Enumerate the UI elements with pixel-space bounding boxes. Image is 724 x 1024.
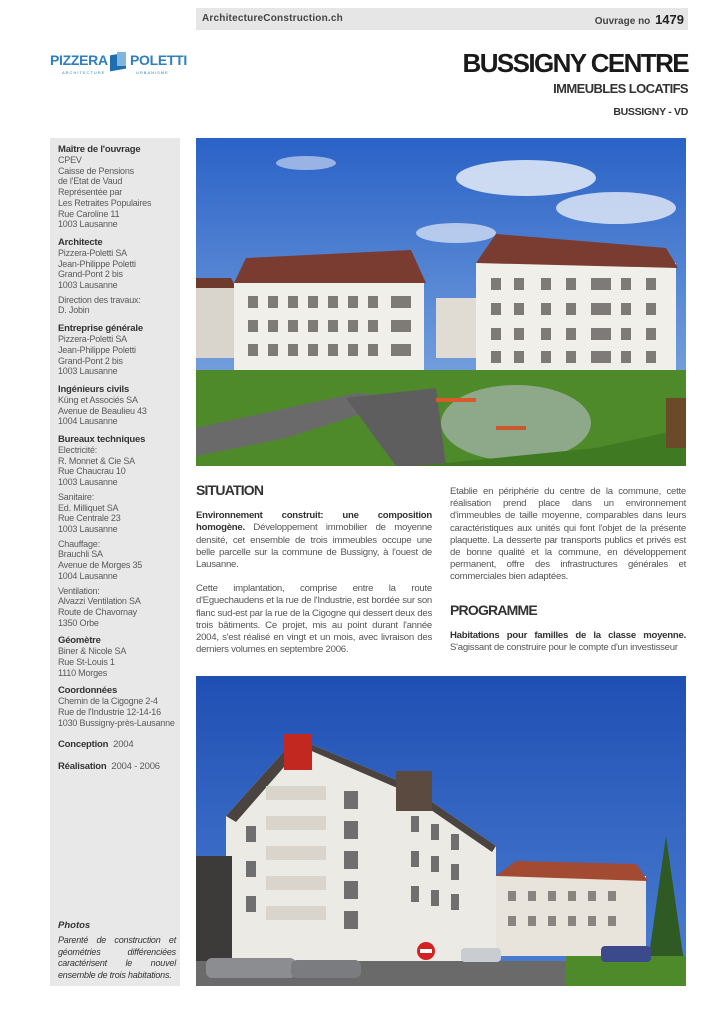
programme-paragraph: Habitations pour familles de la classe moyenne. S'agissant de construire pour le compte d'un investisseur [450,629,686,654]
page-subtitle: IMMEUBLES LOCATIFS [553,81,688,96]
photo-building-facade [196,676,686,986]
credit-geometre: Géomètre Biner & Nicole SA Rue St-Louis 1 1110 Morges [58,635,127,678]
photos-caption: Photos Parenté de construction et géométries différenciées caractérisent le nouvel ensemble de trois habitations. [58,920,176,980]
situation-paragraph-1: Environnement construit: une composition homogène. Développement immobilier de moyenne densité, cet ensemble de trois immeubles occupe une belle parcelle sur la commune de Bussigny, à l'ouest de Lausanne. [196,510,432,571]
photo-residential-complex [196,138,686,466]
page-title: BUSSIGNY CENTRE [462,48,688,78]
credit-bureaux: Bureaux techniques Electricité: R. Monnet & Cie SA Rue Chaucrau 10 1003 Lausanne Sanitaire: Ed. Milliquet SA Rue Centrale 23 1003 Lausanne Chauffage: Brauchli SA Avenue de Morges 35 1004 Lausanne Ventilation: Alvazzi Ventilation SA Route de Chavornay 1350 Orbe [58,434,146,628]
credit-ingenieurs: Ingénieurs civils Küng et Associés SA Avenue de Beaulieu 43 1004 Lausanne [58,383,147,427]
header-bar [196,8,688,30]
credit-coordonnees: Coordonnées Chemin de la Cigogne 2-4 Rue de l'Industrie 12-14-16 1030 Bussigny-près-Lausanne [58,685,175,728]
credit-architecte: Architecte Pizzera-Poletti SA Jean-Philippe Poletti Grand-Pont 2 bis 1003 Lausanne Direction des travaux: D. Jobin [58,236,141,316]
ouvrage-number [595,12,684,27]
location-label: BUSSIGNY - VD [613,106,688,118]
site-name[interactable]: ArchitectureConstruction.ch [202,13,343,24]
situation-heading: SITUATION [196,482,264,498]
programme-heading: PROGRAMME [450,601,537,618]
credit-maitre: Maître de l'ouvrage CPEV Caisse de Pensions de l'Etat de Vaud Représentée par Les Retraites Populaires Rue Caroline 11 1003 Lausanne [58,144,152,230]
situation-column [196,484,432,668]
situation-paragraph-2: Cette implantation, comprise entre la route d'Eguechaudens et la rue de l'Industrie, est bordée sur son flanc sud-est par la rue de la Cigogne qui dessert deux des trois bâtiments. Ce projet, mis au point durant l'année 2004, s'est réalisé en vingt et un mois, avec livraison des derniers volumes en septembre 2006. [196,583,432,656]
company-logo [48,52,188,78]
credit-conception: Conception 2004 [58,738,134,750]
context-paragraph: Etablie en périphérie du centre de la commune, cette réalisation prend place dans un environnement d'immeubles de taille moyenne, comparables dans leurs caractéristiques aux unités qui font l'objet de la présente plaquette. La desserte par transports publics et privés est de bonne qualité et la commune, en développement permanent, offre des infrastructures générales et commerciales bien adaptées. [450,486,686,583]
logo-sub-right: URBANISME [136,70,169,75]
credit-entreprise: Entreprise générale Pizzera-Poletti SA Jean-Philippe Poletti Grand-Pont 2 bis 1003 Lausanne [58,323,143,377]
right-column [450,486,686,666]
logo-text-right: POLETTI [130,52,188,68]
logo-sub-left: ARCHITECTURE [62,70,106,75]
logo-text-left: PIZZERA [50,52,108,68]
credit-realisation: Réalisation 2004 - 2006 [58,760,160,772]
credits-sidebar [50,138,180,986]
ouvrage-no: 1479 [655,12,684,27]
ouvrage-label: Ouvrage no [594,16,651,27]
